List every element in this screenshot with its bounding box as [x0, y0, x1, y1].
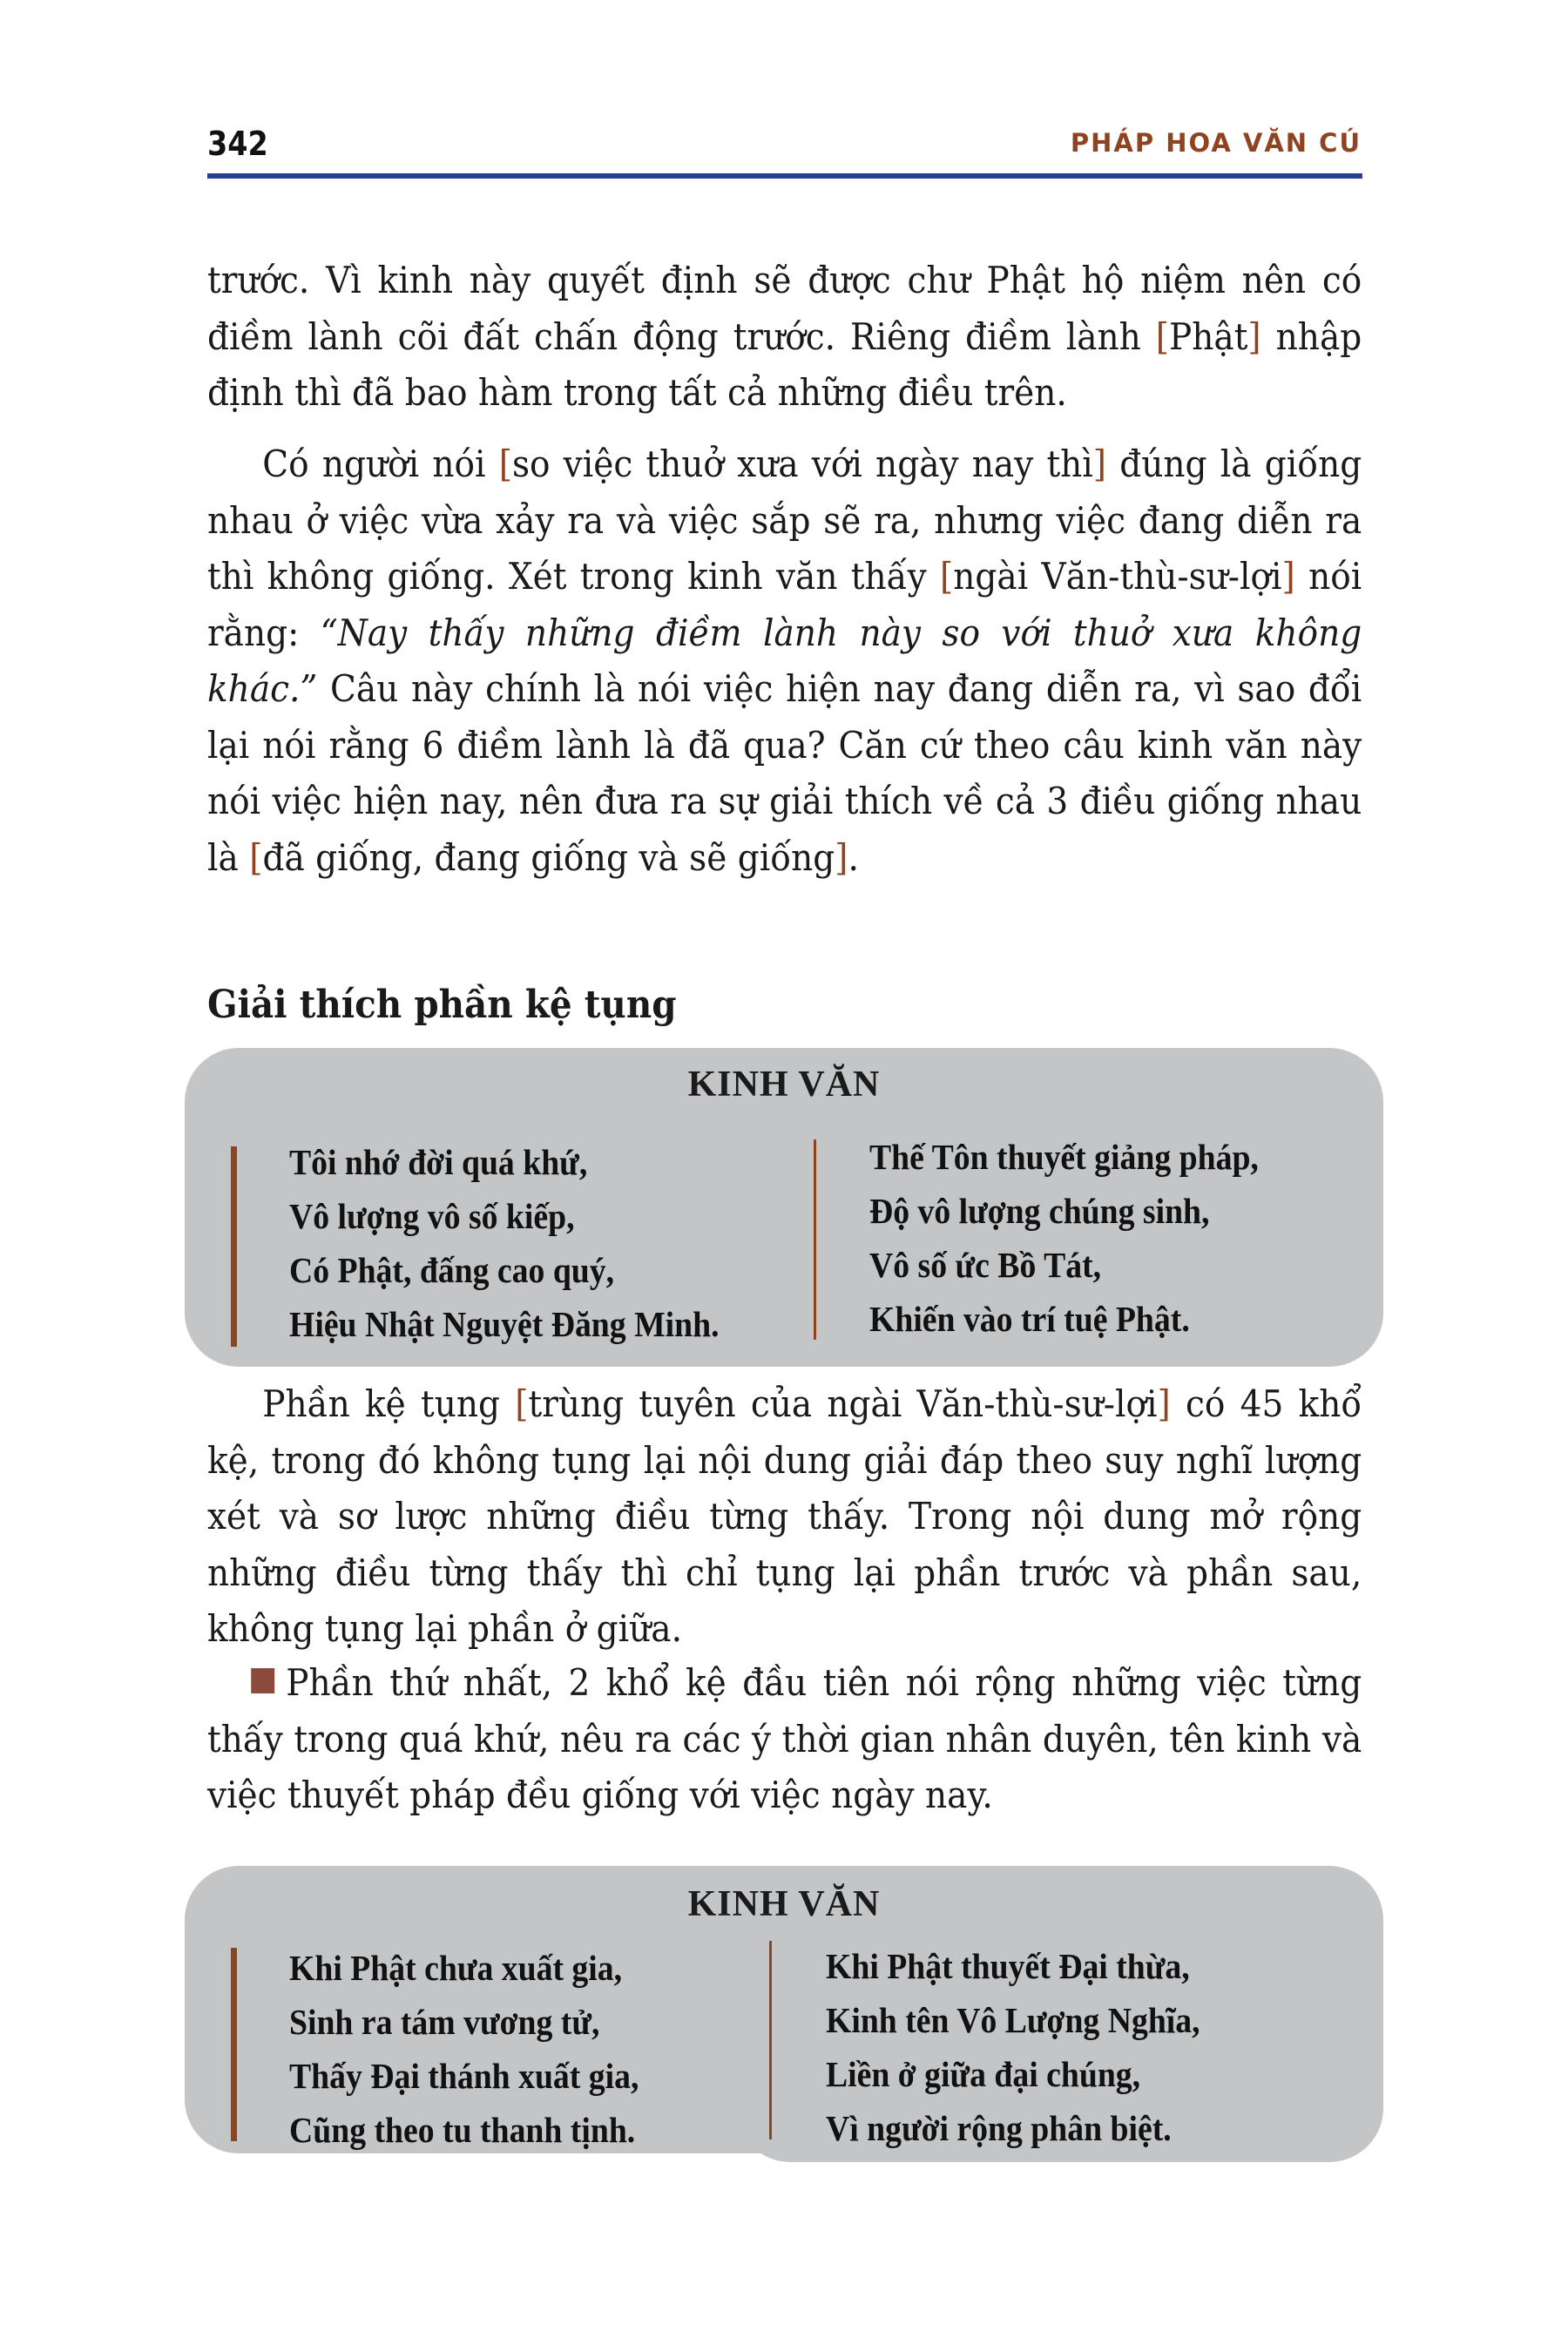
paragraph-text: Phần kệ tụng [262, 1382, 516, 1425]
verse-line: Tôi nhớ đời quá khứ, [289, 1142, 588, 1182]
paragraph-2 [207, 436, 1362, 886]
bracket-open: [ [515, 1382, 529, 1425]
verse-box-title: KINH VĂN [687, 1064, 881, 1105]
header-rule [207, 173, 1362, 179]
paragraph-text: nhập định thì đã bao hàm trong tất cả những điều trên. [207, 314, 1362, 414]
bracket-open: [ [940, 555, 954, 598]
verse-line: Vô lượng vô số kiếp, [289, 1196, 575, 1236]
bracketed-text: ngài Văn-thù-sư-lợi [953, 555, 1282, 598]
bracket-close: ] [835, 835, 848, 879]
verse-line: Hiệu Nhật Nguyệt Đăng Minh. [289, 1304, 720, 1344]
page-number: 342 [207, 125, 268, 163]
verse-line: Thấy Đại thánh xuất gia, [289, 2056, 639, 2096]
bracketed-text: đã giống, đang giống và sẽ giống [262, 835, 835, 879]
verse-line: Vì người rộng phân biệt. [826, 2108, 1172, 2148]
verse-line: Có Phật, đấng cao quý, [289, 1250, 615, 1290]
bracketed-text: Phật [1168, 314, 1248, 358]
bracket-close: ] [1281, 555, 1295, 598]
paragraph-text: . [848, 835, 859, 879]
paragraph-text: Phần thứ nhất, 2 khổ kệ đầu tiên nói rộng những việc từng thấy trong quá khứ, nêu ra các ý thời gian nhân duyên, tên kinh và việc thuyết pháp đều giống với việc ngày nay. [207, 1661, 1362, 1816]
verse-line: Khiến vào trí tuệ Phật. [869, 1299, 1190, 1339]
verse-column-divider [814, 1139, 816, 1340]
sutra-quote: “Nay thấy những điềm lành này so với thuở xưa không khác.” [207, 611, 1362, 710]
verse-left-bar [231, 1146, 237, 1347]
verse-line: Vô số ức Bồ Tát, [869, 1245, 1102, 1285]
bracketed-text: trùng tuyên của ngài Văn-thù-sư-lợi [528, 1382, 1158, 1425]
bracketed-text: so việc thuở xưa với ngày nay thì [511, 443, 1093, 485]
paragraph-text: Câu này chính là nói việc hiện nay đang diễn ra, vì sao đổi lại nói rằng 6 điềm lành là đã qua? Căn cứ theo câu kinh văn này nói việc hiện nay, nên đưa ra sự giải thích về cả 3 điều giống nhau là [207, 667, 1362, 879]
verse-line: Độ vô lượng chúng sinh, [869, 1191, 1210, 1231]
verse-line: Cũng theo tu thanh tịnh. [289, 2110, 636, 2150]
verse-left-bar [231, 1948, 237, 2141]
verse-line: Kinh tên Vô Lượng Nghĩa, [826, 2000, 1200, 2040]
verse-line: Liền ở giữa đại chúng, [826, 2054, 1141, 2094]
bracket-open: [ [498, 443, 512, 485]
bracket-close: ] [1092, 443, 1107, 485]
verse-left-column [289, 1135, 720, 1351]
paragraph-text: trước. Vì kinh này quyết định sẽ được chư Phật hộ niệm nên có điềm lành cõi đất chấn động trước. Riêng điềm lành [207, 259, 1362, 358]
square-bullet-icon [251, 1668, 274, 1693]
section-heading: Giải thích phần kệ tụng [207, 983, 677, 1027]
verse-left-column [289, 1941, 639, 2157]
paragraph-1 [207, 253, 1362, 422]
verse-box-title: KINH VĂN [687, 1884, 881, 1924]
verse-right-column [869, 1130, 1259, 1346]
paragraph-4 [207, 1655, 1362, 1824]
paragraph-text: Có người nói [262, 443, 499, 485]
verse-right-column [826, 1939, 1200, 2155]
verse-line: Khi Phật chưa xuất gia, [289, 1948, 623, 1988]
paragraph-text: đúng là giống nhau ở việc vừa xảy ra và việc sắp sẽ ra, nhưng việc đang diễn ra thì không giống. Xét trong kinh văn thấy [207, 443, 1362, 598]
verse-column-divider [769, 1941, 772, 2139]
verse-line: Thế Tôn thuyết giảng pháp, [869, 1137, 1259, 1177]
running-header-title: PHÁP HOA VĂN CÚ [1070, 128, 1362, 158]
verse-box-1 [185, 1048, 1383, 1367]
bracket-open: [ [249, 835, 263, 879]
bracket-close: ] [1247, 314, 1261, 358]
paragraph-text: có 45 khổ kệ, trong đó không tụng lại nội dung giải đáp theo suy nghĩ lượng xét và sơ lược những điều từng thấy. Trong nội dung mở rộng những điều từng thấy thì chỉ tụng lại phần trước và phần sau, không tụng lại phần ở giữa. [207, 1382, 1362, 1650]
bracket-close: ] [1157, 1382, 1171, 1425]
verse-line: Khi Phật thuyết Đại thừa, [826, 1946, 1190, 1986]
paragraph-3 [207, 1376, 1362, 1658]
paragraph-text: nói rằng: [207, 555, 1362, 654]
verse-line: Sinh ra tám vương tử, [289, 2002, 600, 2042]
bracket-open: [ [1155, 314, 1169, 358]
